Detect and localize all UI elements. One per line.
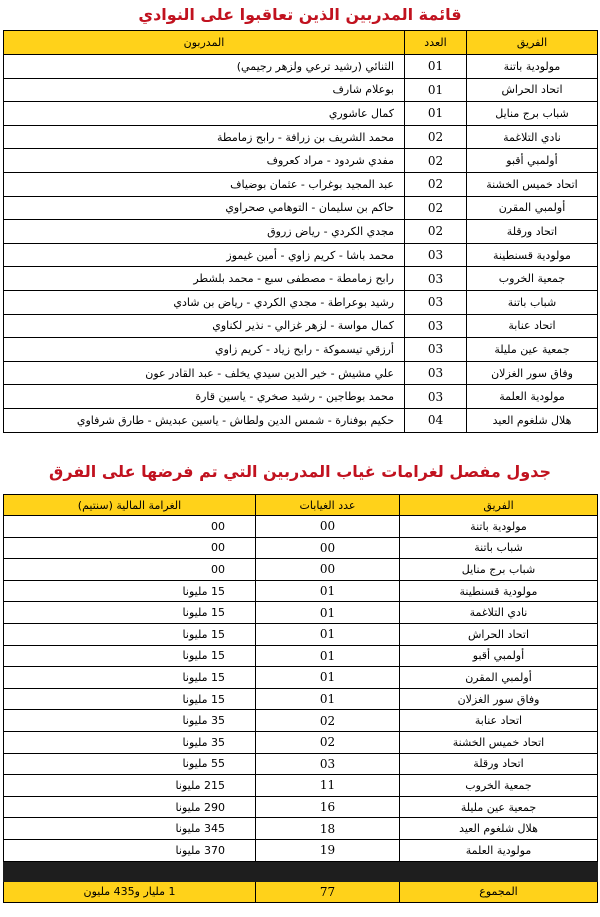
team-cell: اتحاد خميس الخشنة bbox=[400, 731, 598, 753]
coaches-list-title: قائمة المدربين الذين تعاقبوا على النوادي bbox=[138, 5, 462, 24]
team-cell: شباب باتنة bbox=[400, 537, 598, 559]
team-cell: نادي التلاغمة bbox=[467, 125, 598, 149]
fines-row bbox=[4, 688, 598, 710]
coaches-cell: بوعلام شارف bbox=[4, 78, 405, 102]
team-cell: مولودية باتنة bbox=[400, 516, 598, 538]
team-cell: اتحاد عنابة bbox=[400, 710, 598, 732]
coaches-cell: محمد باشا - كريم زاوي - أمين غيموز bbox=[4, 243, 405, 267]
coaches-cell: كمال مواسة - لزهر غزالي - نذير لكناوي bbox=[4, 314, 405, 338]
fines-table bbox=[3, 494, 598, 903]
coaches-table bbox=[3, 30, 598, 433]
absences-cell: 00 bbox=[256, 559, 400, 581]
coaches-row bbox=[4, 102, 598, 126]
coach-count-cell: 01 bbox=[405, 78, 467, 102]
fine-cell: 345 مليونا bbox=[4, 818, 256, 840]
fine-cell: 00 bbox=[4, 537, 256, 559]
coaches-row bbox=[4, 243, 598, 267]
coach-count-cell: 01 bbox=[405, 55, 467, 79]
absences-cell: 19 bbox=[256, 839, 400, 861]
coaches-row bbox=[4, 385, 598, 409]
coaches-row bbox=[4, 408, 598, 432]
coaches-cell: كمال عاشوري bbox=[4, 102, 405, 126]
coaches-cell: مفدي شردود - مراد كعروف bbox=[4, 149, 405, 173]
fines-row bbox=[4, 796, 598, 818]
coach-count-cell: 02 bbox=[405, 149, 467, 173]
coach-count-cell: 03 bbox=[405, 385, 467, 409]
fines-row bbox=[4, 602, 598, 624]
coaches-cell: محمد الشريف بن زرافة - رابح زمامطة bbox=[4, 125, 405, 149]
coaches-table-header bbox=[4, 31, 598, 55]
fines-row bbox=[4, 667, 598, 689]
team-cell: اتحاد ورقلة bbox=[467, 220, 598, 244]
team-cell: اتحاد خميس الخشنة bbox=[467, 172, 598, 196]
coaches-cell: محمد بوطاجين - رشيد صخري - ياسين قارة bbox=[4, 385, 405, 409]
team-cell: مولودية العلمة bbox=[467, 385, 598, 409]
fine-cell: 35 مليونا bbox=[4, 710, 256, 732]
absences-cell: 01 bbox=[256, 667, 400, 689]
coach-count-cell: 03 bbox=[405, 361, 467, 385]
separator-cell bbox=[4, 861, 598, 881]
coaches-row bbox=[4, 149, 598, 173]
fines-row bbox=[4, 623, 598, 645]
absences-cell: 01 bbox=[256, 688, 400, 710]
team-cell: جمعية الخروب bbox=[400, 775, 598, 797]
fine-cell: 35 مليونا bbox=[4, 731, 256, 753]
separator-row bbox=[4, 861, 598, 881]
total-absences: 77 bbox=[256, 881, 400, 902]
fines-row bbox=[4, 818, 598, 840]
team-cell: شباب برج منايل bbox=[467, 102, 598, 126]
coaches-row bbox=[4, 220, 598, 244]
coach-count-cell: 02 bbox=[405, 220, 467, 244]
fines-row bbox=[4, 559, 598, 581]
coaches-cell: عبد المجيد بوغراب - عثمان بوضياف bbox=[4, 172, 405, 196]
header-coaches: المدربون bbox=[4, 31, 405, 55]
coach-count-cell: 03 bbox=[405, 338, 467, 362]
coaches-row bbox=[4, 314, 598, 338]
team-cell: اتحاد عنابة bbox=[467, 314, 598, 338]
coach-count-cell: 03 bbox=[405, 290, 467, 314]
team-cell: أولمبي أقبو bbox=[400, 645, 598, 667]
coach-count-cell: 03 bbox=[405, 243, 467, 267]
header-count: العدد bbox=[405, 31, 467, 55]
coaches-row bbox=[4, 172, 598, 196]
fine-cell: 15 مليونا bbox=[4, 580, 256, 602]
coaches-row bbox=[4, 361, 598, 385]
fine-cell: 370 مليونا bbox=[4, 839, 256, 861]
coaches-row bbox=[4, 267, 598, 291]
fine-cell: 00 bbox=[4, 559, 256, 581]
fines-row bbox=[4, 775, 598, 797]
coach-count-cell: 01 bbox=[405, 102, 467, 126]
absences-cell: 03 bbox=[256, 753, 400, 775]
team-cell: جمعية عين مليلة bbox=[467, 338, 598, 362]
team-cell: اتحاد ورقلة bbox=[400, 753, 598, 775]
team-cell: جمعية الخروب bbox=[467, 267, 598, 291]
fine-cell: 15 مليونا bbox=[4, 667, 256, 689]
coaches-cell: رشيد بوعراطة - مجدي الكردي - رياض بن شادي bbox=[4, 290, 405, 314]
absences-cell: 01 bbox=[256, 602, 400, 624]
coach-count-cell: 04 bbox=[405, 408, 467, 432]
absences-cell: 16 bbox=[256, 796, 400, 818]
header-team: الفريق bbox=[467, 31, 598, 55]
absences-cell: 18 bbox=[256, 818, 400, 840]
absences-cell: 01 bbox=[256, 580, 400, 602]
team-cell: وفاق سور الغزلان bbox=[467, 361, 598, 385]
coaches-cell: أرزقي تيسموكة - رابح زياد - كريم زاوي bbox=[4, 338, 405, 362]
coaches-cell: حاكم بن سليمان - التوهامي صحراوي bbox=[4, 196, 405, 220]
team-cell: وفاق سور الغزلان bbox=[400, 688, 598, 710]
fines-row bbox=[4, 731, 598, 753]
fine-cell: 15 مليونا bbox=[4, 688, 256, 710]
team-cell: هلال شلغوم العيد bbox=[400, 818, 598, 840]
team-cell: اتحاد الحراش bbox=[400, 623, 598, 645]
fine-cell: 15 مليونا bbox=[4, 623, 256, 645]
header-team: الفريق bbox=[400, 495, 598, 516]
team-cell: هلال شلغوم العيد bbox=[467, 408, 598, 432]
team-cell: مولودية باتنة bbox=[467, 55, 598, 79]
total-row bbox=[4, 881, 598, 902]
fines-table-title: جدول مفصل لغرامات غياب المدربين التي تم فرضها على الفرق bbox=[49, 462, 551, 481]
fine-cell: 55 مليونا bbox=[4, 753, 256, 775]
team-cell: شباب باتنة bbox=[467, 290, 598, 314]
coaches-row bbox=[4, 290, 598, 314]
fines-row bbox=[4, 645, 598, 667]
total-label: المجموع bbox=[400, 881, 598, 902]
team-cell: شباب برج منايل bbox=[400, 559, 598, 581]
team-cell: مولودية قسنطينة bbox=[400, 580, 598, 602]
coaches-row bbox=[4, 125, 598, 149]
fines-row bbox=[4, 516, 598, 538]
fines-row bbox=[4, 580, 598, 602]
team-cell: اتحاد الحراش bbox=[467, 78, 598, 102]
fine-cell: 290 مليونا bbox=[4, 796, 256, 818]
absences-cell: 02 bbox=[256, 710, 400, 732]
header-fine: الغرامة المالية (سنتيم) bbox=[4, 495, 256, 516]
fines-row bbox=[4, 537, 598, 559]
absences-cell: 01 bbox=[256, 623, 400, 645]
absences-cell: 00 bbox=[256, 516, 400, 538]
fine-cell: 215 مليونا bbox=[4, 775, 256, 797]
team-cell: نادي التلاغمة bbox=[400, 602, 598, 624]
fines-table-header bbox=[4, 495, 598, 516]
team-cell: أولمبي المقرن bbox=[467, 196, 598, 220]
coach-count-cell: 03 bbox=[405, 314, 467, 338]
total-fine: 1 مليار و435 مليون bbox=[4, 881, 256, 902]
coaches-cell: حكيم بوفنارة - شمس الدين ولطاش - ياسين عبديش - طارق شرفاوي bbox=[4, 408, 405, 432]
fines-row bbox=[4, 839, 598, 861]
coach-count-cell: 03 bbox=[405, 267, 467, 291]
coaches-row bbox=[4, 55, 598, 79]
coaches-cell: رابح زمامطة - مصطفى سبع - محمد بلشطر bbox=[4, 267, 405, 291]
coach-count-cell: 02 bbox=[405, 196, 467, 220]
header-absences: عدد الغيابات bbox=[256, 495, 400, 516]
coaches-row bbox=[4, 338, 598, 362]
coaches-row bbox=[4, 78, 598, 102]
coach-count-cell: 02 bbox=[405, 172, 467, 196]
team-cell: أولمبي أقبو bbox=[467, 149, 598, 173]
coaches-cell: الثنائي (رشيد ترعي ولزهر رجيمي) bbox=[4, 55, 405, 79]
fine-cell: 00 bbox=[4, 516, 256, 538]
absences-cell: 11 bbox=[256, 775, 400, 797]
team-cell: جمعية عين مليلة bbox=[400, 796, 598, 818]
team-cell: مولودية قسنطينة bbox=[467, 243, 598, 267]
coach-count-cell: 02 bbox=[405, 125, 467, 149]
team-cell: أولمبي المقرن bbox=[400, 667, 598, 689]
fines-row bbox=[4, 753, 598, 775]
coaches-row bbox=[4, 196, 598, 220]
coaches-cell: مجدي الكردي - رياض زروق bbox=[4, 220, 405, 244]
absences-cell: 00 bbox=[256, 537, 400, 559]
coaches-cell: علي مشيش - خير الدين سيدي يخلف - عبد القادر عون bbox=[4, 361, 405, 385]
fine-cell: 15 مليونا bbox=[4, 645, 256, 667]
fine-cell: 15 مليونا bbox=[4, 602, 256, 624]
absences-cell: 01 bbox=[256, 645, 400, 667]
absences-cell: 02 bbox=[256, 731, 400, 753]
team-cell: مولودية العلمة bbox=[400, 839, 598, 861]
fines-row bbox=[4, 710, 598, 732]
